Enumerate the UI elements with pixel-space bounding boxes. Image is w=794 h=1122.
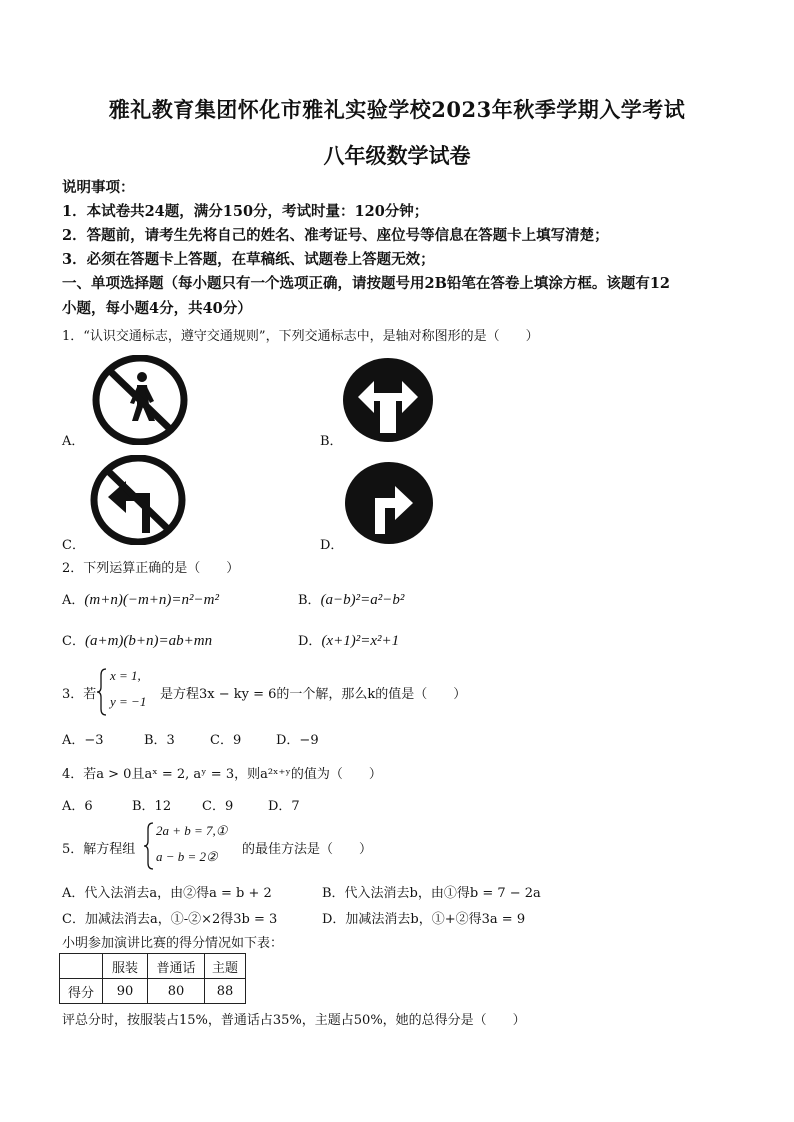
table-header-cell bbox=[60, 954, 103, 979]
table-cell: 80 bbox=[148, 979, 205, 1004]
exam-title: 雅礼教育集团怀化市雅礼实验学校2023年秋季学期入学考试 bbox=[108, 97, 686, 122]
left-brace-icon bbox=[96, 668, 108, 716]
notes-heading: 说明事项： bbox=[62, 179, 135, 196]
q4-option-d: D．7 bbox=[268, 799, 300, 814]
q4-option-a: A．6 bbox=[62, 799, 93, 814]
section-heading-cont: 小题，每小题4分，共40分） bbox=[62, 300, 252, 317]
table-header-cell: 普通话 bbox=[148, 954, 205, 979]
section-heading: 一、单项选择题（每小题只有一个选项正确，请按题号用2B铅笔在答卷上填涂方框。该题有12 bbox=[62, 275, 671, 292]
table-header-cell: 服装 bbox=[103, 954, 148, 979]
no-left-turn-sign-icon bbox=[90, 455, 186, 545]
option-label: A． bbox=[62, 593, 85, 608]
right-turn-sign-icon bbox=[343, 460, 435, 546]
option-label: C． bbox=[62, 634, 85, 649]
left-right-turn-sign-icon bbox=[340, 355, 436, 445]
question-5-prefix: 5．解方程组 bbox=[62, 842, 136, 857]
note-item: 1．本试卷共24题，满分150分，考试时量：120分钟； bbox=[62, 203, 429, 220]
q2-option-c bbox=[62, 630, 212, 650]
q2-option-b bbox=[298, 589, 404, 609]
q3-system-eq2: y = −1 bbox=[110, 694, 147, 709]
table-header-row bbox=[60, 954, 246, 979]
option-expression: (x+1)²=x²+1 bbox=[321, 633, 400, 649]
q1-option-a-label: A． bbox=[62, 434, 85, 449]
q1-option-b-label: B． bbox=[320, 434, 343, 449]
score-table bbox=[59, 953, 246, 1004]
option-expression: (m+n)(−m+n)=n²−m² bbox=[84, 592, 219, 608]
option-expression: (a+m)(b+n)=ab+mn bbox=[84, 633, 213, 649]
no-pedestrian-sign-icon bbox=[92, 355, 188, 445]
exam-subtitle: 八年级数学试卷 bbox=[323, 143, 471, 168]
q3-system-eq1: x = 1, bbox=[110, 668, 141, 683]
q4-option-b: B．12 bbox=[132, 799, 172, 814]
option-label: D． bbox=[298, 634, 322, 649]
q3-option-c: C．9 bbox=[210, 733, 242, 748]
q3-option-d: D．−9 bbox=[276, 733, 319, 748]
question-5-suffix: 的最佳方法是（ ） bbox=[242, 842, 373, 857]
q5-option-a: A．代入法消去a，由②得a = b + 2 bbox=[62, 886, 272, 901]
q4-option-c: C．9 bbox=[202, 799, 234, 814]
question-6-stem: 评总分时，按服装占15%，普通话占35%，主题占50%，她的总得分是（ ） bbox=[62, 1013, 526, 1028]
q1-option-c-label: C． bbox=[62, 538, 85, 553]
q5-system-eq2: a − b = 2② bbox=[156, 849, 218, 864]
q2-option-d bbox=[298, 630, 399, 650]
question-1-stem: 1．“认识交通标志，遵守交通规则”，下列交通标志中，是轴对称图形的是（ ） bbox=[62, 329, 539, 344]
q5-system-eq1: 2a + b = 7,① bbox=[156, 823, 228, 838]
q1-option-d-label: D． bbox=[320, 538, 344, 553]
q5-option-c: C．加减法消去a，①-②×2得3b = 3 bbox=[62, 912, 278, 927]
table-cell: 得分 bbox=[60, 979, 103, 1004]
left-brace-icon bbox=[143, 822, 155, 870]
question-2-stem: 2．下列运算正确的是（ ） bbox=[62, 561, 240, 576]
question-4-stem: 4．若a > 0且aˣ = 2, aʸ = 3，则a²ˣ⁺ʸ的值为（ ） bbox=[62, 767, 382, 782]
question-3-suffix: 是方程3x − ky = 6的一个解，那么k的值是（ ） bbox=[160, 687, 467, 702]
option-label: B． bbox=[298, 593, 321, 608]
note-item: 3．必须在答题卡上答题，在草稿纸、试题卷上答题无效； bbox=[62, 251, 435, 268]
table-cell: 88 bbox=[205, 979, 246, 1004]
q3-option-a: A．−3 bbox=[62, 733, 104, 748]
note-item: 2．答题前，请考生先将自己的姓名、准考证号、座位号等信息在答题卡上填写清楚； bbox=[62, 227, 609, 244]
table-header-cell: 主题 bbox=[205, 954, 246, 979]
table-cell: 90 bbox=[103, 979, 148, 1004]
q5-option-d: D．加减法消去b，①+②得3a = 9 bbox=[322, 912, 526, 927]
q5-option-b: B．代入法消去b，由①得b = 7 − 2a bbox=[322, 886, 541, 901]
q3-option-b: B．3 bbox=[144, 733, 175, 748]
question-3-prefix: 3．若 bbox=[62, 687, 97, 702]
question-6-intro: 小明参加演讲比赛的得分情况如下表： bbox=[62, 936, 284, 951]
q2-option-a bbox=[62, 589, 219, 609]
table-row bbox=[60, 979, 246, 1004]
option-expression: (a−b)²=a²−b² bbox=[320, 592, 405, 608]
